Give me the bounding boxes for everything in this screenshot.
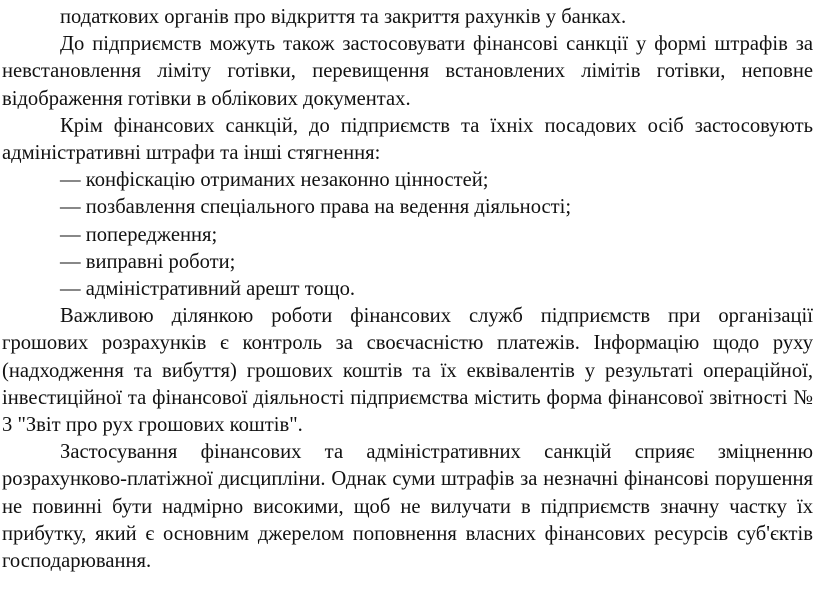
list-item-arrest: — адміністративний арешт тощо. <box>60 278 356 301</box>
paragraph-discipline: Застосування фінансових та адміністративних санкцій сприяє зміцненню розрахунково-платіжної дисципліни. Однак суми штрафів за незначні фінансові порушення не повинні бути надмірно високими, щоб не вилучати в підприємств значну частку їх прибутку, який є основним джерелом поповнення власних фінансових ресурсів суб'єктів господарювання. <box>2 441 813 573</box>
list-item-confiscation: — конфіскацію отриманих незаконно цінностей; <box>60 169 489 192</box>
list-item-correctional-work: — виправні роботи; <box>60 250 236 273</box>
list-item-deprivation: — позбавлення спеціального права на ведення діяльності; <box>60 196 572 219</box>
paragraph-continuation: податкових органів про відкриття та закриття рахунків у банках. <box>60 6 627 28</box>
paragraph-administrative-fines: Крім фінансових санкцій, до підприємств та їхніх посадових осіб застосовують адміністративні штрафи та інші стягнення: <box>2 114 813 165</box>
list-item-warning: — попередження; <box>60 223 218 246</box>
paragraph-payment-control: Важливою ділянкою роботи фінансових служб підприємств при організації грошових розрахунків є контроль за своєчасністю платежів. Інформацію щодо руху (надходження та вибуття) грошових коштів та їх еквівалентів у результаті операційної, інвестиційної та фінансової діяльності підприємства містить форма фінансової звітності № 3 "Звіт про рух грошових коштів". <box>2 305 813 437</box>
paragraph-financial-sanctions: До підприємств можуть також застосовувати фінансові санкції у формі штрафів за невстановлення ліміту готівки, перевищення встановлених лімітів готівки, неповне відображення готівки в облікових документах. <box>2 33 813 110</box>
